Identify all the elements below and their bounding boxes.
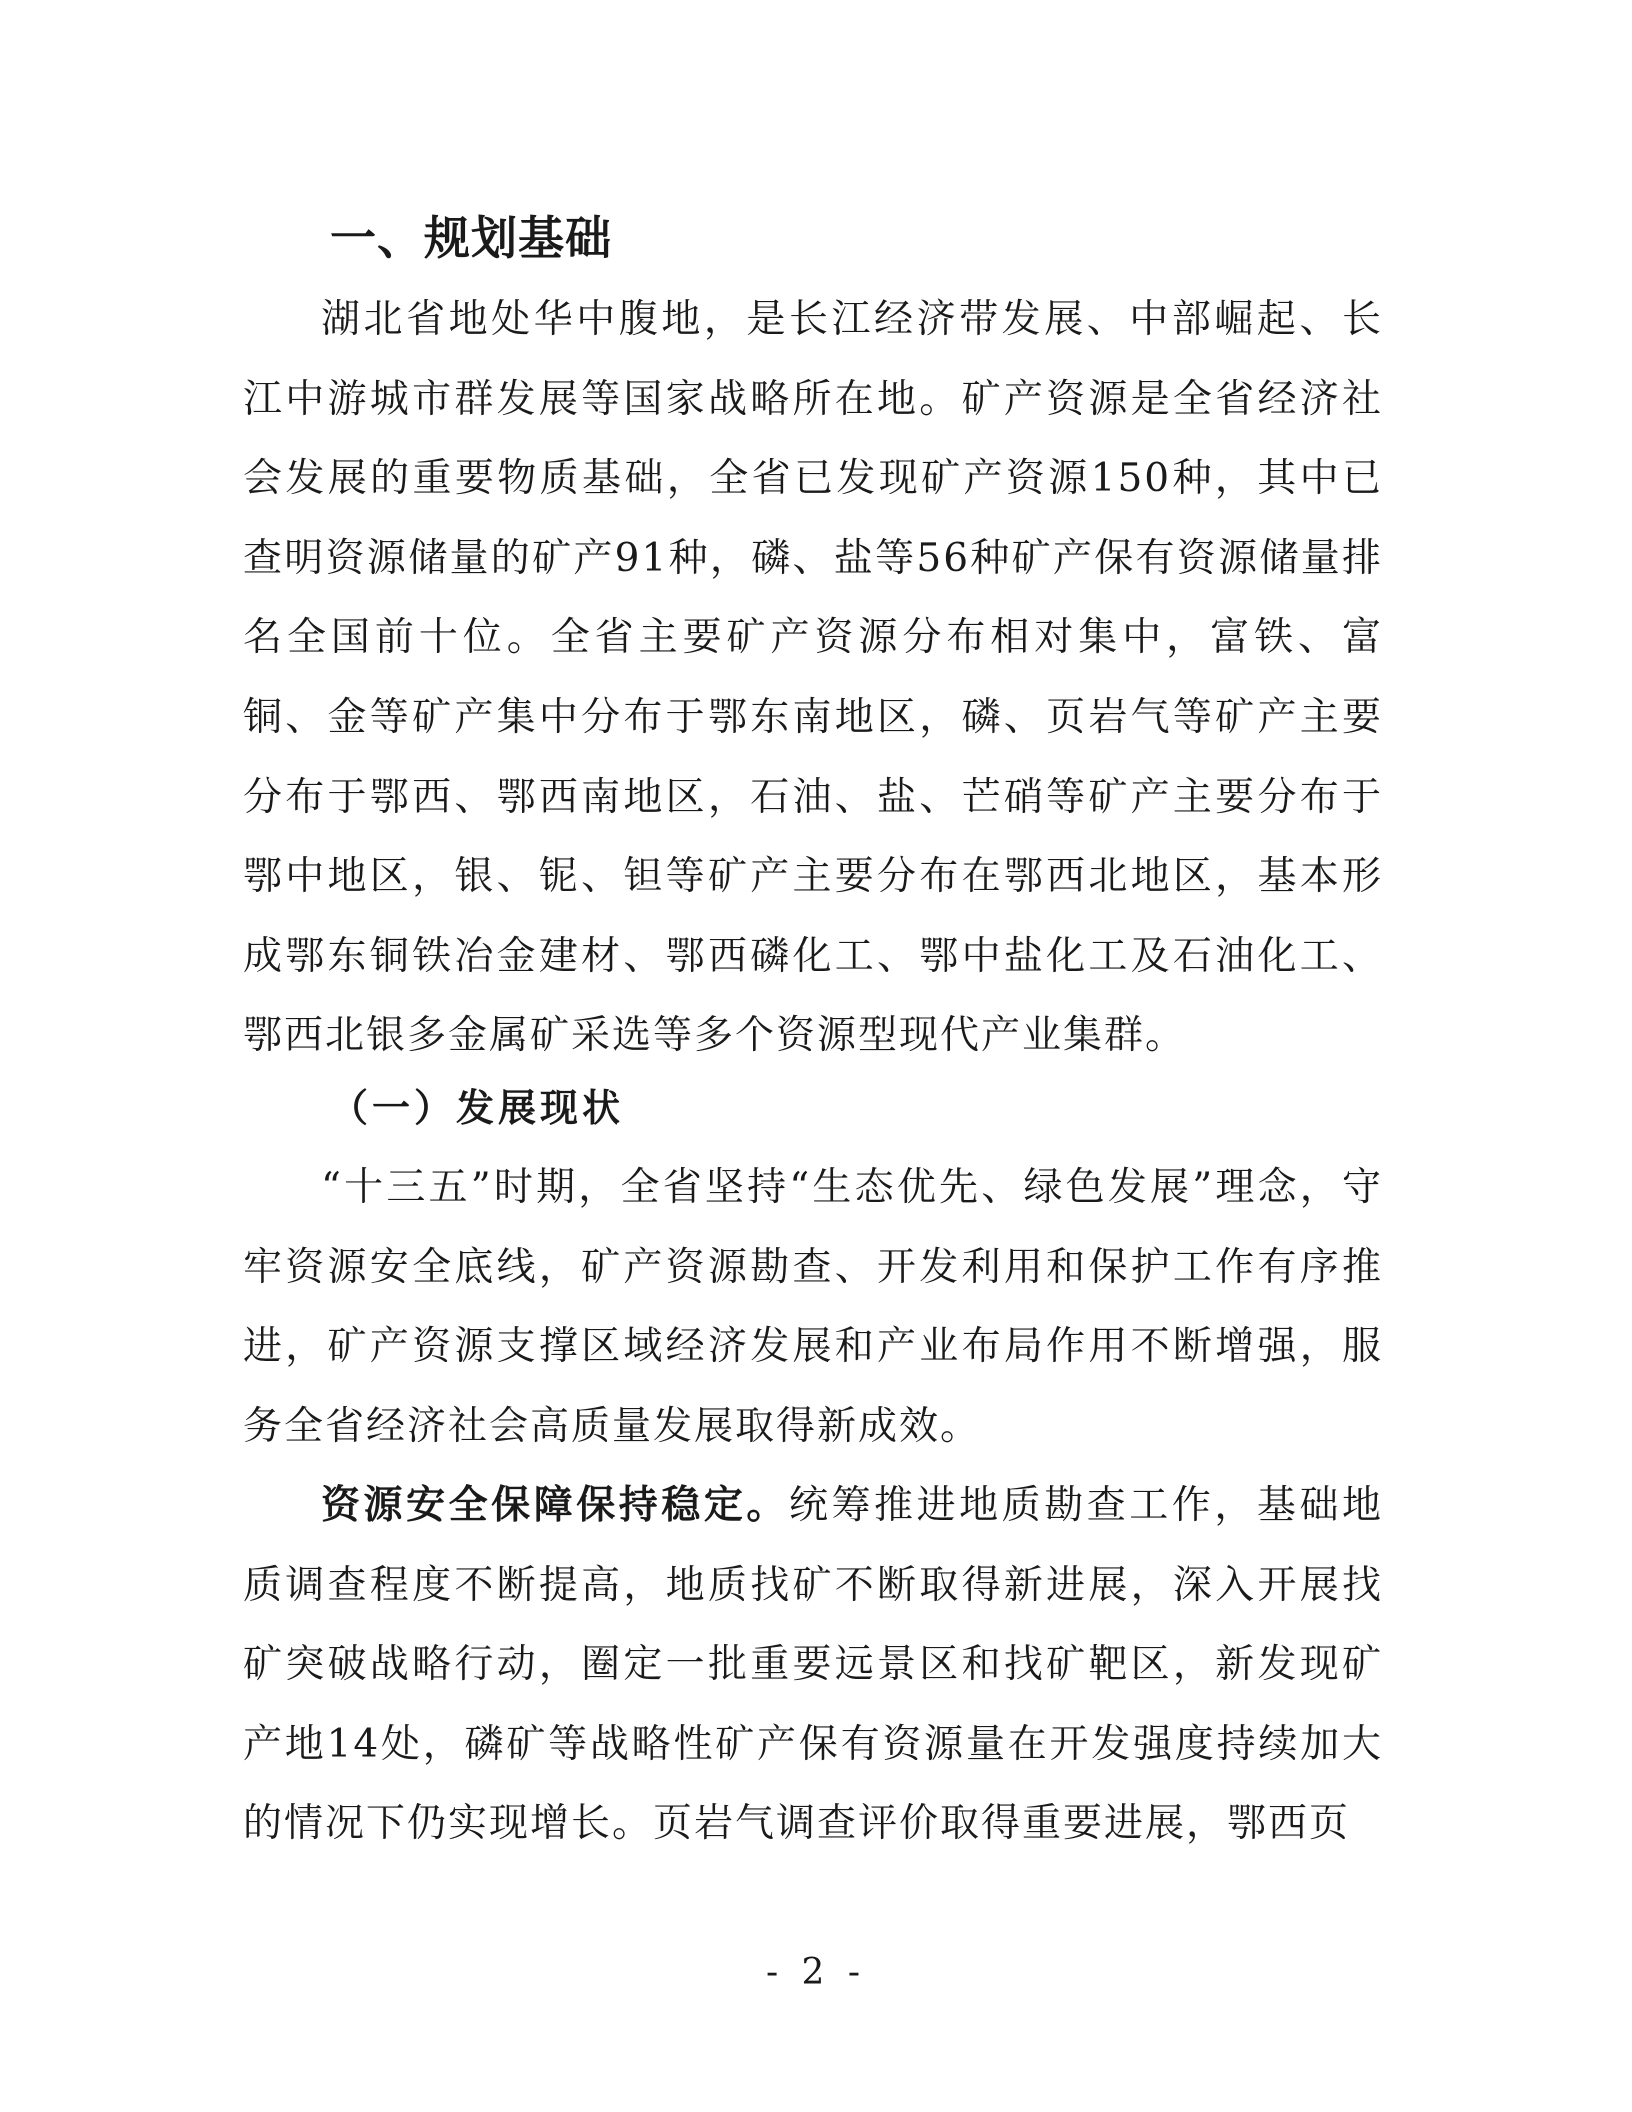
subsection-heading: （一）发展现状	[330, 1085, 625, 1130]
resource-security-paragraph	[243, 1466, 1383, 1864]
status-paragraph: “十三五”时期，全省坚持“生态优先、绿色发展”理念，守牢资源安全底线，矿产资源勘查、开发利用和保护工作有序推进，矿产资源支撑区域经济发展和产业布局作用不断增强，服务全省经济社会高质量发展取得新成效。	[243, 1165, 1383, 1449]
intro-paragraph: 湖北省地处华中腹地，是长江经济带发展、中部崛起、长江中游城市群发展等国家战略所在地。矿产资源是全省经济社会发展的重要物质基础，全省已发现矿产资源150种，其中已查明资源储量的矿产91种，磷、盐等56种矿产保有资源储量排名全国前十位。全省主要矿产资源分布相对集中，富铁、富铜、金等矿产集中分布于鄂东南地区，磷、页岩气等矿产主要分布于鄂西、鄂西南地区，石油、盐、芒硝等矿产主要分布于鄂中地区，银、铌、钽等矿产主要分布在鄂西北地区，基本形成鄂东铜铁冶金建材、鄂西磷化工、鄂中盐化工及石油化工、鄂西北银多金属矿采选等多个资源型现代产业集群。	[243, 297, 1383, 1059]
section-heading: 一、规划基础	[330, 211, 612, 265]
paragraph-body: 统筹推进地质勘查工作，基础地质调查程度不断提高，地质找矿不断取得新进展，深入开展找矿突破战略行动，圈定一批重要远景区和找矿靶区，新发现矿产地14处，磷矿等战略性矿产保有资源量在开发强度持续加大的情况下仍实现增长。页岩气调查评价取得重要进展，鄂西页	[243, 1483, 1383, 1847]
paragraph-lead: 资源安全保障保持稳定。	[321, 1482, 789, 1528]
page-number: - 2 -	[765, 1952, 867, 1993]
